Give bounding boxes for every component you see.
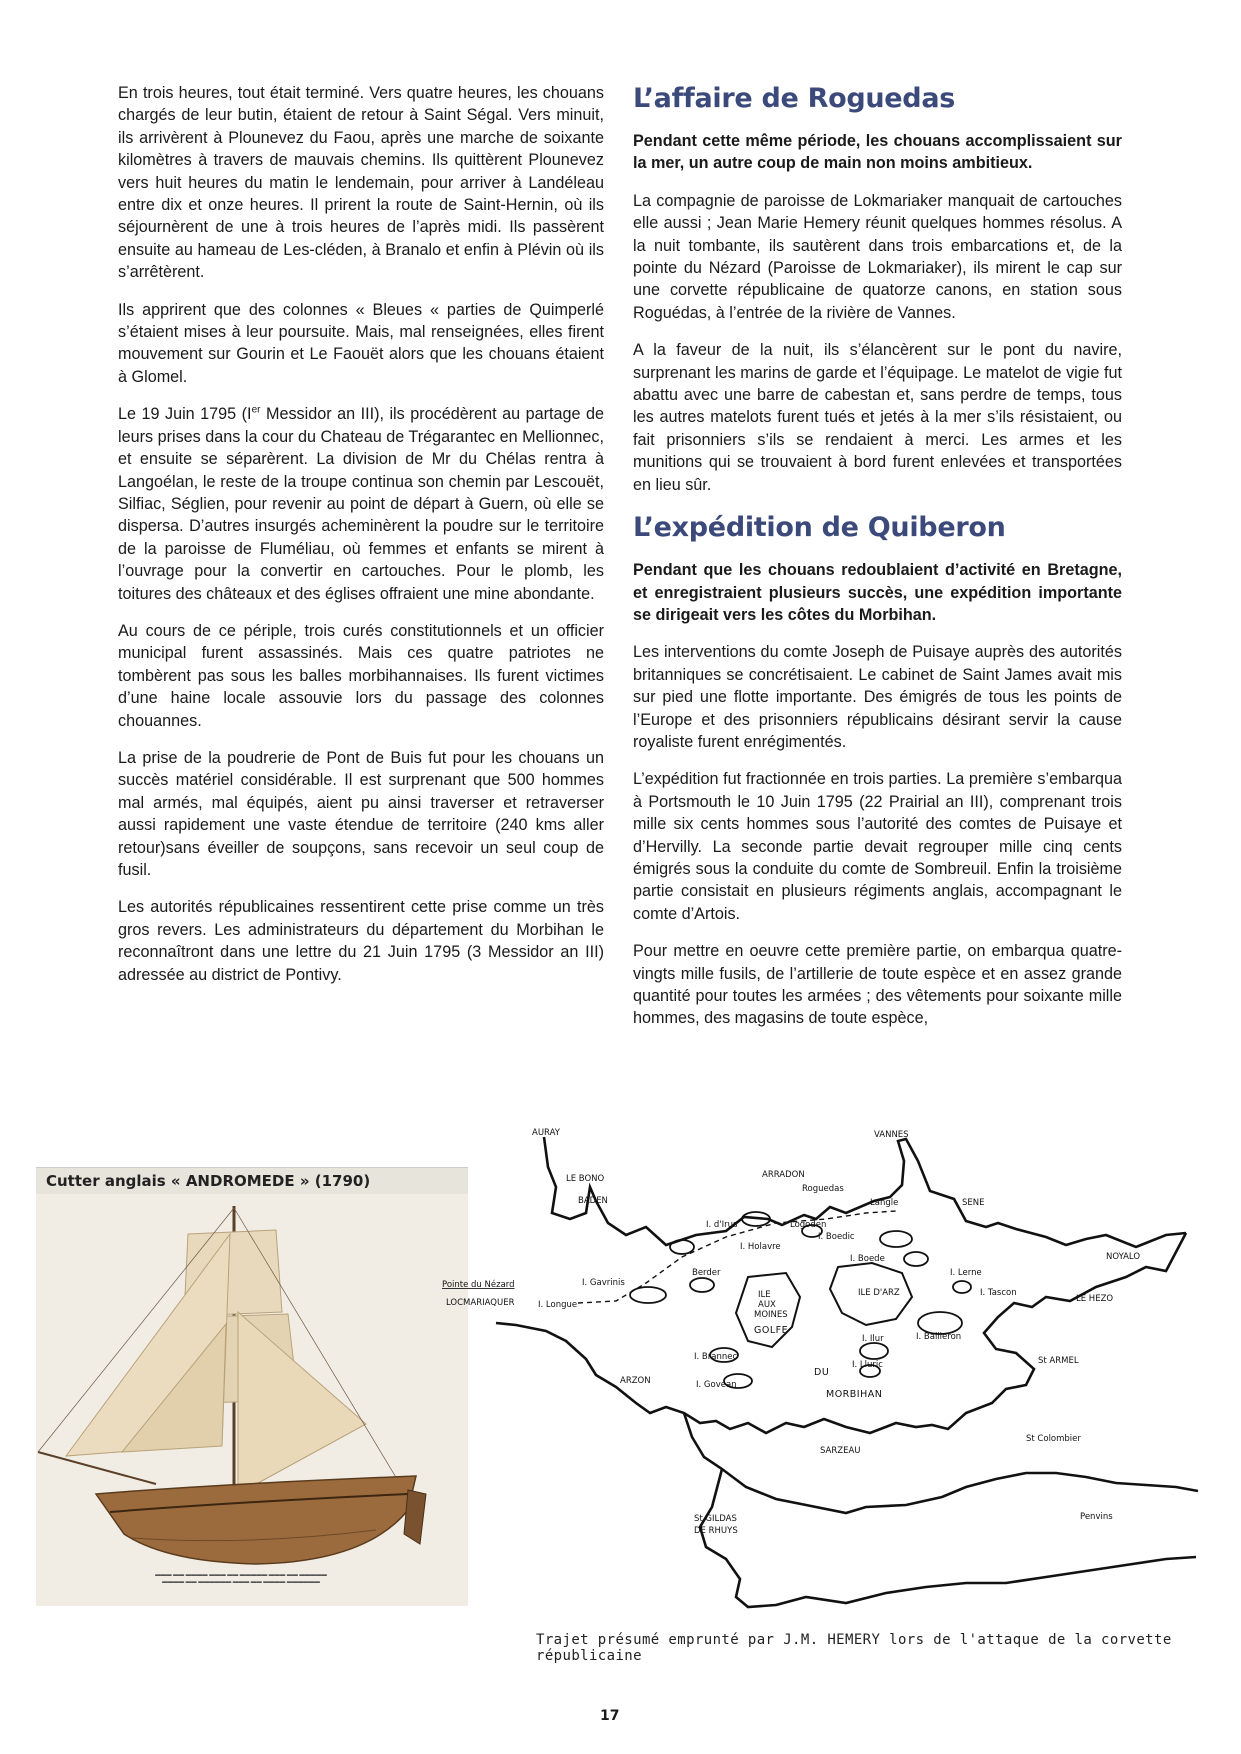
map-label: Roguedas bbox=[802, 1184, 844, 1194]
paragraph: Ils apprirent que des colonnes « Bleues « parties de Quimperlé s’étaient mises à leur poursuite. Mais, mal renseignées, elles firent mouvement sur Gourin et Le Faouët alors que les chouans étaient à Glomel. bbox=[118, 300, 604, 386]
map-label: I. Tascon bbox=[980, 1288, 1017, 1298]
ship-drawing bbox=[36, 1194, 468, 1606]
map-caption: Trajet présumé emprunté par J.M. HEMERY lors de l'attaque de la corvette républicaine bbox=[536, 1632, 1172, 1664]
map-label: DE RHUYS bbox=[694, 1526, 738, 1536]
paragraph: La prise de la poudrerie de Pont de Buis fut pour les chouans un succès matériel considérable. Il est surprenant que 500 hommes mal armés, mal équipés, aient pu ainsi traverser et retraverser aussi rapidement une vaste étendue de territoire (240 kms aller retour)sans éveiller de soupçons, sans recevoir un seul coup de fusil. bbox=[118, 748, 604, 879]
map-label: Logoden bbox=[790, 1220, 827, 1230]
paragraph: Les interventions du comte Joseph de Puisaye auprès des autorités britanniques se concrétisaient. Le cabinet de Saint James avait mis sur pied une flotte importante. Des émigrés de tous les points de l’Europe et des prisonniers républicains désirant servir la cause royaliste furent enrégimentés. bbox=[633, 643, 1122, 751]
paragraph: Le 19 Juin 1795 (Ier Messidor an III), ils procédèrent au partage de leurs prises dans la cour du Chateau de Trégarantec en Mellionnec, et ensuite se séparèrent. La division de Mr du Chélas rentra à Langoélan, le reste de la troupe continua son chemin par Lescouët, Silfiac, Séglien, pour revenir au point de départ à Guern, où elle se dispersa. D’autres insurgés acheminèrent la poudre sur le territoire de la paroisse de Fluméliau, où femmes et enfants se mirent à l’ouvrage pour la convertir en cartouches. Pour le plomb, les toitures des châteaux et des églises offraient une mine abondante. bbox=[118, 404, 604, 603]
map-label: Langle bbox=[870, 1198, 899, 1208]
lead-paragraph: Pendant cette même période, les chouans accomplissaient sur la mer, un autre coup de main non moins ambitieux. bbox=[633, 132, 1122, 173]
map-label: I. Brannec bbox=[694, 1352, 738, 1362]
map-label: I. Longue bbox=[538, 1300, 578, 1310]
map-label: I. Lluric bbox=[852, 1360, 883, 1370]
map-label: ARZON bbox=[620, 1376, 651, 1386]
map-label: LE HEZO bbox=[1076, 1294, 1114, 1304]
ship-illustration bbox=[36, 1167, 468, 1606]
paragraph: La compagnie de paroisse de Lokmariaker manquait de cartouches elle aussi ; Jean Marie Hemery réunit quelques hommes résolus. A la nuit tombante, ils sautèrent dans trois embarcations et, de la pointe du Nézard (Paroisse de Lokmariaker), ils mirent le cap sur une corvette républicaine de quatorze canons, en station sous Roguédas, à l’entrée de la rivière de Vannes. bbox=[633, 191, 1122, 322]
paragraph: A la faveur de la nuit, ils s’élancèrent sur le pont du navire, surprenant les marins de garde et l’équipage. Le matelot de vigie fut abattu avec une barre de cabestan et, sans perdre de temps, tous les autres matelots furent tués et jetés à la mer s’ils résistaient, ou fait prisonniers s’ils se rendaient à merci. Les armes et les munitions qui se trouvaient à bord furent enlevées et transportées en lieu sûr. bbox=[633, 341, 1122, 494]
map-label: I. d'Irus bbox=[706, 1220, 738, 1230]
map-label: MOINES bbox=[754, 1310, 788, 1320]
map-label: Berder bbox=[692, 1268, 721, 1278]
map-label: GOLFE bbox=[754, 1325, 789, 1336]
map-label: I. Boede bbox=[850, 1254, 885, 1264]
map-label: St ARMEL bbox=[1038, 1356, 1079, 1366]
section-heading-roguedas: L’affaire de Roguedas bbox=[633, 83, 956, 114]
ship-illustration-title: Cutter anglais « ANDROMEDE » (1790) bbox=[36, 1168, 468, 1194]
map-label: St Colombier bbox=[1026, 1434, 1081, 1444]
map-label: NOYALO bbox=[1106, 1252, 1141, 1262]
map-label: ILE D'ARZ bbox=[858, 1288, 900, 1298]
map-label: St GILDAS bbox=[694, 1514, 737, 1524]
paragraph: Les autorités républicaines ressentirent cette prise comme un très gros revers. Les administrateurs du département du Morbihan le reconnaîtront dans une lettre du 21 Juin 1795 (3 Messidor an III) adressée au district de Pontivy. bbox=[118, 898, 604, 984]
paragraph: En trois heures, tout était terminé. Vers quatre heures, les chouans chargés de leur butin, étaient de retour à Saint Ségal. Vers minuit, ils arrivèrent à Plounevez du Faou, après une marche de soixante kilomètres à travers de mauvais chemins. Ils quittèrent Plounevez vers huit heures du matin le lendemain, pour arriver à Landéleau entre dix et onze heures. Il prirent la route de Saint-Hernin, où ils séjournèrent de une à trois heures de l’après midi. Ils passèrent ensuite au hameau de Les-cléden, à Branalo et enfin à Plévin où ils s’arrêtèrent. bbox=[118, 84, 604, 282]
left-column bbox=[118, 82, 604, 1001]
map-label: I. Gavrinis bbox=[582, 1278, 625, 1288]
map-label: Penvins bbox=[1080, 1512, 1113, 1522]
lead-paragraph: Pendant que les chouans redoublaient d’activité en Bretagne, et enregistraient plusieurs succès, une expédition importante se dirigeait vers les côtes du Morbihan. bbox=[633, 561, 1122, 624]
map-label: I. Lerne bbox=[950, 1268, 982, 1278]
map-label: AURAY bbox=[532, 1128, 560, 1138]
map-label: SARZEAU bbox=[820, 1446, 861, 1456]
map-label: I. Govean bbox=[696, 1380, 737, 1390]
map-label: I. Ilur bbox=[862, 1334, 884, 1344]
map-label: SENE bbox=[962, 1198, 985, 1208]
map-label: I. Holavre bbox=[740, 1242, 781, 1252]
map-label: ARRADON bbox=[762, 1170, 805, 1180]
map-label: BADEN bbox=[578, 1196, 608, 1206]
paragraph: L’expédition fut fractionnée en trois parties. La première s’embarqua à Portsmouth le 10 Juin 1795 (22 Prairial an III), comprenant trois mille six cents hommes sous l’autorité des comtes de Puisaye et d’Hervilly. La seconde partie devait regrouper mille cinq cents émigrés sous la conduite du comte de Sombreuil. Enfin la troisième partie consistait en plusieurs régiments anglais, accompagnant le comte d’Artois. bbox=[633, 770, 1122, 923]
map-label: LE BONO bbox=[566, 1174, 605, 1184]
map-label: I. Bailleron bbox=[916, 1332, 962, 1342]
map-label: AUX bbox=[758, 1300, 776, 1310]
paragraph: Pour mettre en oeuvre cette première partie, on embarqua quatre-vingts mille fusils, de l’artillerie de toute espèce et en assez grande quantité pour toutes les armées ; des vêtements pour soixante mille hommes, des magasins de toute espèce, bbox=[633, 942, 1122, 1028]
map-label: MORBIHAN bbox=[826, 1389, 883, 1400]
map-label: VANNES bbox=[874, 1130, 909, 1140]
section-heading-quiberon: L’expédition de Quiberon bbox=[633, 512, 1006, 544]
ship-illustration-fineprint: ▬▬▬ ▬▬ ▬▬▬▬ ▬▬▬ ▬▬ ▬▬▬▬▬ ▬▬▬ ▬▬ ▬▬▬▬▬ ▬▬▬▬ ▬▬ ▬▬▬▬▬▬ ▬▬▬ ▬▬ ▬▬▬▬ ▬▬▬▬▬▬ bbox=[155, 1572, 327, 1585]
map-label: Pointe du Nézard bbox=[442, 1280, 515, 1290]
map-label: DU bbox=[814, 1367, 830, 1378]
map-label: LOCMARIAQUER bbox=[446, 1298, 515, 1308]
map-label: ILE bbox=[758, 1290, 771, 1300]
map-label: I. Boedic bbox=[818, 1232, 855, 1242]
right-column bbox=[633, 82, 1122, 1045]
gulf-of-morbihan-map bbox=[442, 1127, 1216, 1647]
paragraph: Au cours de ce périple, trois curés constitutionnels et un officier municipal furent assassinés. Mais ces quatre patriotes ne tombèrent pas sous les balles morbihannaises. Ils furent victimes d’une haine locale assouvie lors du passage des colonnes chouannes. bbox=[118, 621, 604, 730]
page-number: 17 bbox=[600, 1708, 620, 1724]
